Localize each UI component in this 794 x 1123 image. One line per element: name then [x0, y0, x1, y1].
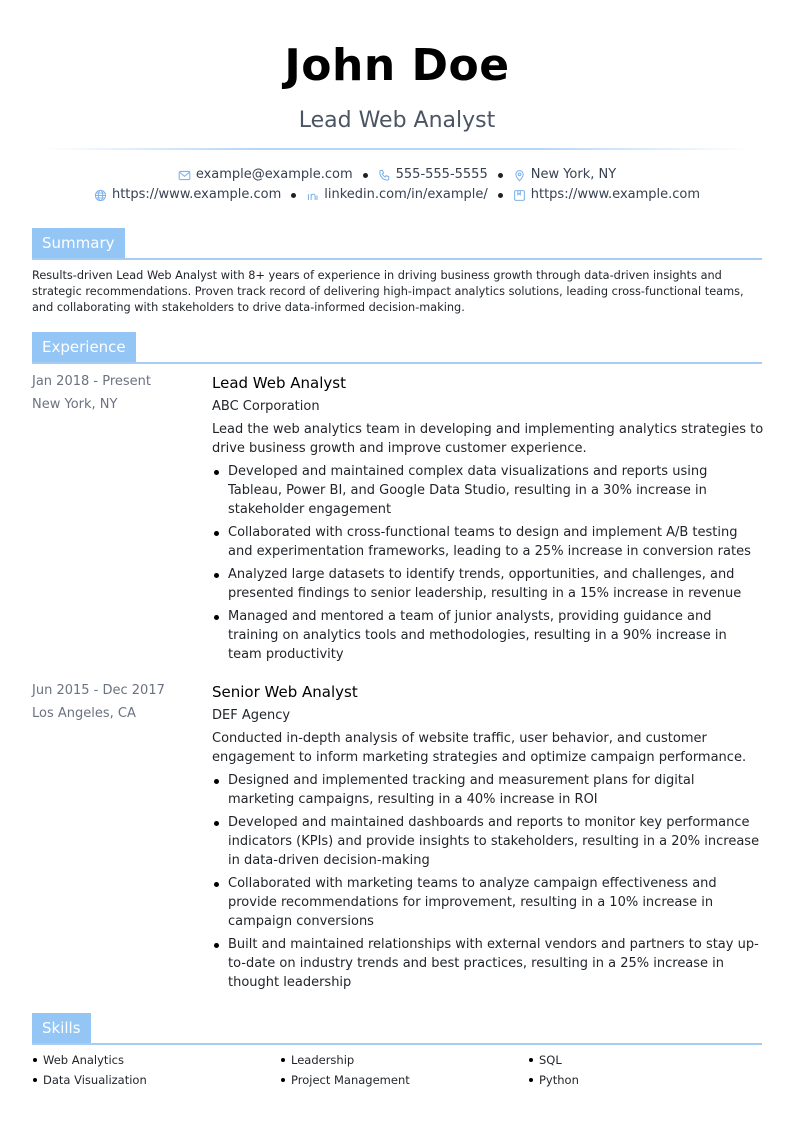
contact-separator [363, 173, 368, 178]
contact-portfolio-text: https://www.example.com [530, 187, 701, 202]
title-divider [44, 148, 750, 150]
contact-separator [498, 173, 503, 178]
skills-list [32, 1052, 772, 1088]
resume-title: Lead Web Analyst [298, 108, 496, 133]
contact-website-text: https://www.example.com [111, 187, 282, 202]
contact-linkedin[interactable] [306, 186, 487, 204]
job-meta [32, 373, 202, 414]
job-dates: Jan 2018 - Present [32, 374, 151, 389]
job-description: Conducted in-depth analysis of website traffic, user behavior, and customer engagement to inform marketing strategies and optimize campaign performance. [212, 731, 747, 765]
linkedin-icon [306, 189, 319, 202]
job-bullets [212, 771, 764, 992]
resume-name: John Doe [284, 40, 510, 91]
contact-website[interactable] [94, 186, 281, 204]
job-location: Los Angeles, CA [32, 706, 136, 721]
contact-separator [291, 193, 296, 198]
skill-item: Leadership [280, 1052, 528, 1068]
summary-text: Results-driven Lead Web Analyst with 8+ years of experience in driving business growth through data-driven insights and strategic recommendations. Proven track record of delivering high-impact analytics solutions, leading cross-functional teams, and collaborating with stakeholders to drive data-informed decision-making. [32, 269, 744, 314]
map-pin-icon [513, 169, 526, 182]
job-bullet: Developed and maintained dashboards and reports to monitor key performance indicators (KPIs) and provide insights to stakeholders, resulting in a 20% increase in data-driven decision-making [212, 813, 764, 870]
job-bullet: Developed and maintained complex data visualizations and reports using Tableau, Power BI, and Google Data Studio, resulting in a 30% increase in stakeholder engagement [212, 462, 764, 519]
contact-location-text: New York, NY [530, 167, 617, 182]
globe-icon [94, 189, 107, 202]
phone-icon [378, 169, 391, 182]
contact-portfolio[interactable] [513, 186, 700, 204]
skill-item: Project Management [280, 1072, 528, 1088]
contact-phone-text: 555-555-5555 [395, 167, 488, 182]
job-company: ABC Corporation [212, 399, 320, 414]
skill-item: Web Analytics [32, 1052, 280, 1068]
contact-linkedin-text: linkedin.com/in/example/ [324, 187, 488, 202]
job-bullet: Managed and mentored a team of junior analysts, providing guidance and training on analytics tools and methodologies, resulting in a 90% increase in team productivity [212, 607, 764, 664]
job-bullet: Collaborated with cross-functional teams to design and implement A/B testing and experimentation frameworks, leading to a 25% increase in conversion rates [212, 523, 764, 561]
job-title: Lead Web Analyst [212, 374, 346, 392]
job-company: DEF Agency [212, 708, 291, 723]
contact-location [513, 166, 616, 184]
experience-heading: Experience [32, 332, 136, 362]
experience-section-header [32, 332, 762, 364]
job-location: New York, NY [32, 397, 118, 412]
mail-icon [178, 169, 191, 182]
job-bullet: Built and maintained relationships with external vendors and partners to stay up-to-date on industry trends and best practices, resulting in a 25% increase in thought leadership [212, 935, 764, 992]
job-bullet: Designed and implemented tracking and measurement plans for digital marketing campaigns, resulting in a 40% increase in ROI [212, 771, 764, 809]
job-description: Lead the web analytics team in developing and implementing analytics strategies to drive business growth and improve customer experience. [212, 422, 764, 456]
job-bullet: Analyzed large datasets to identify trends, opportunities, and challenges, and presented findings to senior leadership, resulting in a 15% increase in revenue [212, 565, 764, 603]
contact-email[interactable] [178, 166, 353, 184]
contact-email-text: example@example.com [195, 167, 353, 182]
skills-heading: Skills [32, 1013, 91, 1043]
contact-row-secondary [0, 186, 794, 204]
bookmark-icon [513, 189, 526, 202]
job-bullet: Collaborated with marketing teams to analyze campaign effectiveness and provide recommendations for improvement, resulting in a 10% increase in campaign conversions [212, 874, 764, 931]
job-meta [32, 682, 202, 723]
job-dates: Jun 2015 - Dec 2017 [32, 683, 165, 698]
contact-phone[interactable] [378, 166, 488, 184]
contact-separator [498, 193, 503, 198]
job-details [212, 682, 764, 996]
contact-row-primary [0, 166, 794, 184]
job-title: Senior Web Analyst [212, 683, 358, 701]
job-details [212, 373, 764, 668]
summary-section-header [32, 228, 762, 260]
skill-item: Python [528, 1072, 772, 1088]
skill-item: Data Visualization [32, 1072, 280, 1088]
job-bullets [212, 462, 764, 664]
skills-section-header [32, 1013, 762, 1045]
skill-item: SQL [528, 1052, 772, 1068]
summary-heading: Summary [32, 228, 125, 258]
